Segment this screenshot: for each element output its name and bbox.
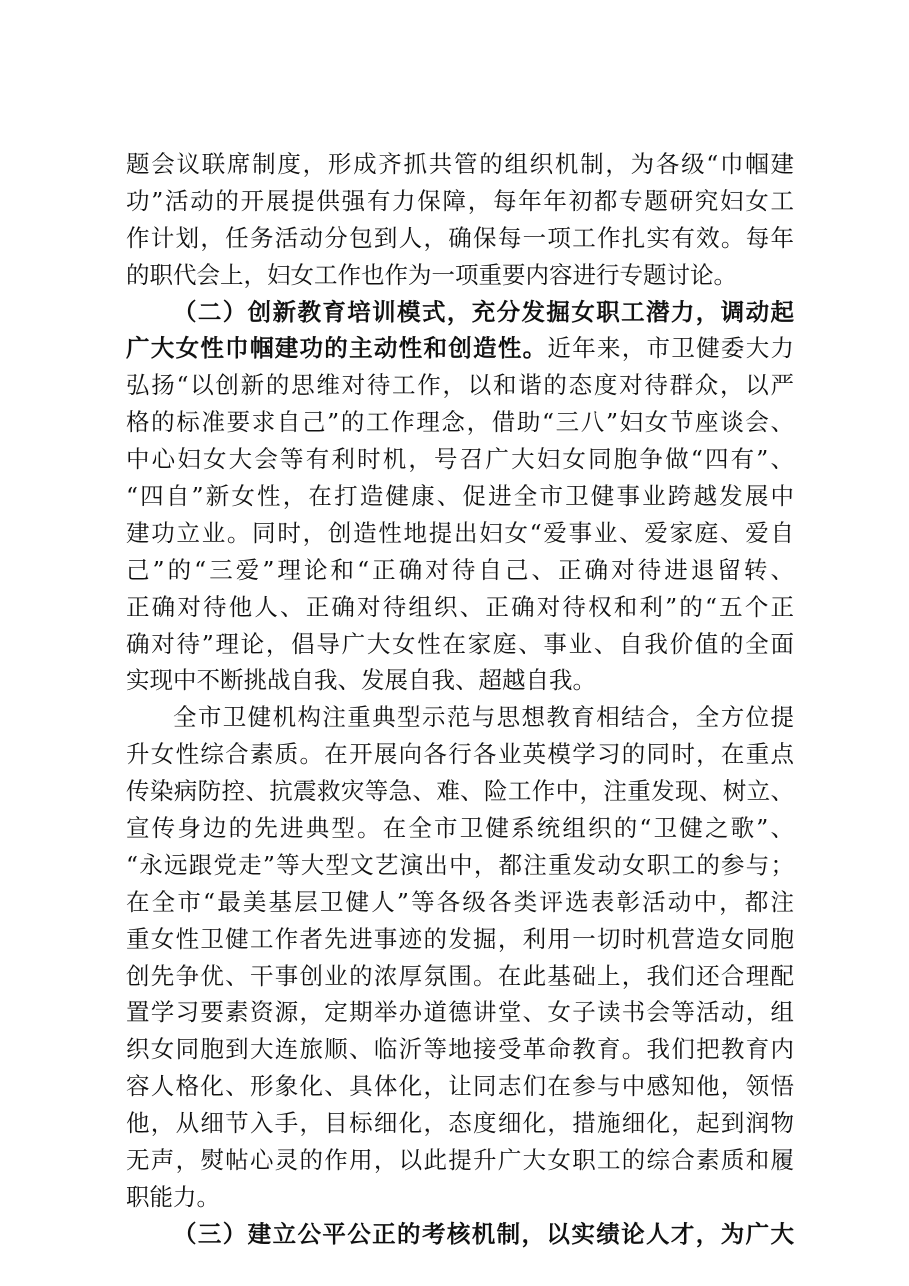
text-line: 题会议联席制度，形成齐抓共管的组织机制，为各级“巾帼建 bbox=[126, 150, 794, 178]
text-line: 职能力。 bbox=[126, 1182, 220, 1211]
body-text: 近年来，市卫健委大力 bbox=[547, 334, 795, 363]
text-line: 容人格化、形象化、具体化，让同志们在参与中感知他，领悟 bbox=[126, 1072, 794, 1101]
text-line: （三）建立公平公正的考核机制，以实绩论人才，为广大 bbox=[173, 1219, 794, 1248]
text-line: 的职代会上，妇女工作也作为一项重要内容进行专题讨论。 bbox=[126, 260, 737, 289]
text-line: 重女性卫健工作者先进事迹的发掘，利用一切时机营造女同胞 bbox=[126, 924, 794, 953]
text-line: 己”的“三爱”理论和“正确对待自己、正确对待进退留转、 bbox=[126, 555, 794, 584]
text-line: 无声，熨帖心灵的作用，以此提升广大女职工的综合素质和履 bbox=[126, 1146, 794, 1175]
text-line: 正确对待他人、正确对待组织、正确对待权和利”的“五个正 bbox=[126, 592, 794, 621]
text-line: 他，从细节入手，目标细化，态度细化，措施细化，起到润物 bbox=[126, 1109, 794, 1138]
text-line: 织女同胞到大连旅顺、临沂等地接受革命教育。我们把教育内 bbox=[126, 1035, 794, 1064]
text-line: 建功立业。同时，创造性地提出妇女“爱事业、爱家庭、爱自 bbox=[126, 518, 794, 547]
text-line: 作计划，任务活动分包到人，确保每一项工作扎实有效。每年 bbox=[126, 223, 794, 252]
text-line: 宣传身边的先进典型。在全市卫健系统组织的“卫健之歌”、 bbox=[126, 814, 794, 843]
text-line: 功”活动的开展提供强有力保障，每年年初都专题研究妇女工 bbox=[126, 186, 794, 215]
heading-text: 广大女性巾帼建功的主动性和创造性。 bbox=[126, 334, 548, 363]
text-line: “永远跟党走”等大型文艺演出中，都注重发动女职工的参与； bbox=[126, 850, 794, 879]
text-line: 弘扬“以创新的思维对待工作，以和谐的态度对待群众，以严 bbox=[126, 371, 794, 400]
text-line: 确对待”理论，倡导广大女性在家庭、事业、自我价值的全面 bbox=[126, 629, 794, 658]
text-line: 全市卫健机构注重典型示范与思想教育相结合，全方位提 bbox=[173, 703, 794, 732]
text-line: 实现中不断挑战自我、发展自我、超越自我。 bbox=[126, 666, 596, 695]
text-line bbox=[126, 330, 794, 367]
text-line: “四自”新女性，在打造健康、促进全市卫健事业跨越发展中 bbox=[126, 482, 794, 511]
text-line: 在全市“最美基层卫健人”等各级各类评选表彰活动中，都注 bbox=[126, 887, 794, 916]
text-line: 格的标准要求自己”的工作理念，借助“三八”妇女节座谈会、 bbox=[126, 408, 794, 437]
text-line: 传染病防控、抗震救灾等急、难、险工作中，注重发现、树立、 bbox=[126, 777, 794, 806]
text-line: （二）创新教育培训模式，充分发掘女职工潜力，调动起 bbox=[173, 297, 794, 326]
text-line: 升女性综合素质。在开展向各行各业英模学习的同时，在重点 bbox=[126, 740, 794, 769]
text-line: 中心妇女大会等有利时机，号召广大妇女同胞争做“四有”、 bbox=[126, 445, 794, 474]
text-line: 创先争优、干事创业的浓厚氛围。在此基础上，我们还合理配 bbox=[126, 961, 794, 990]
document-body bbox=[126, 146, 794, 1253]
text-line: 置学习要素资源，定期举办道德讲堂、女子读书会等活动，组 bbox=[126, 998, 794, 1027]
